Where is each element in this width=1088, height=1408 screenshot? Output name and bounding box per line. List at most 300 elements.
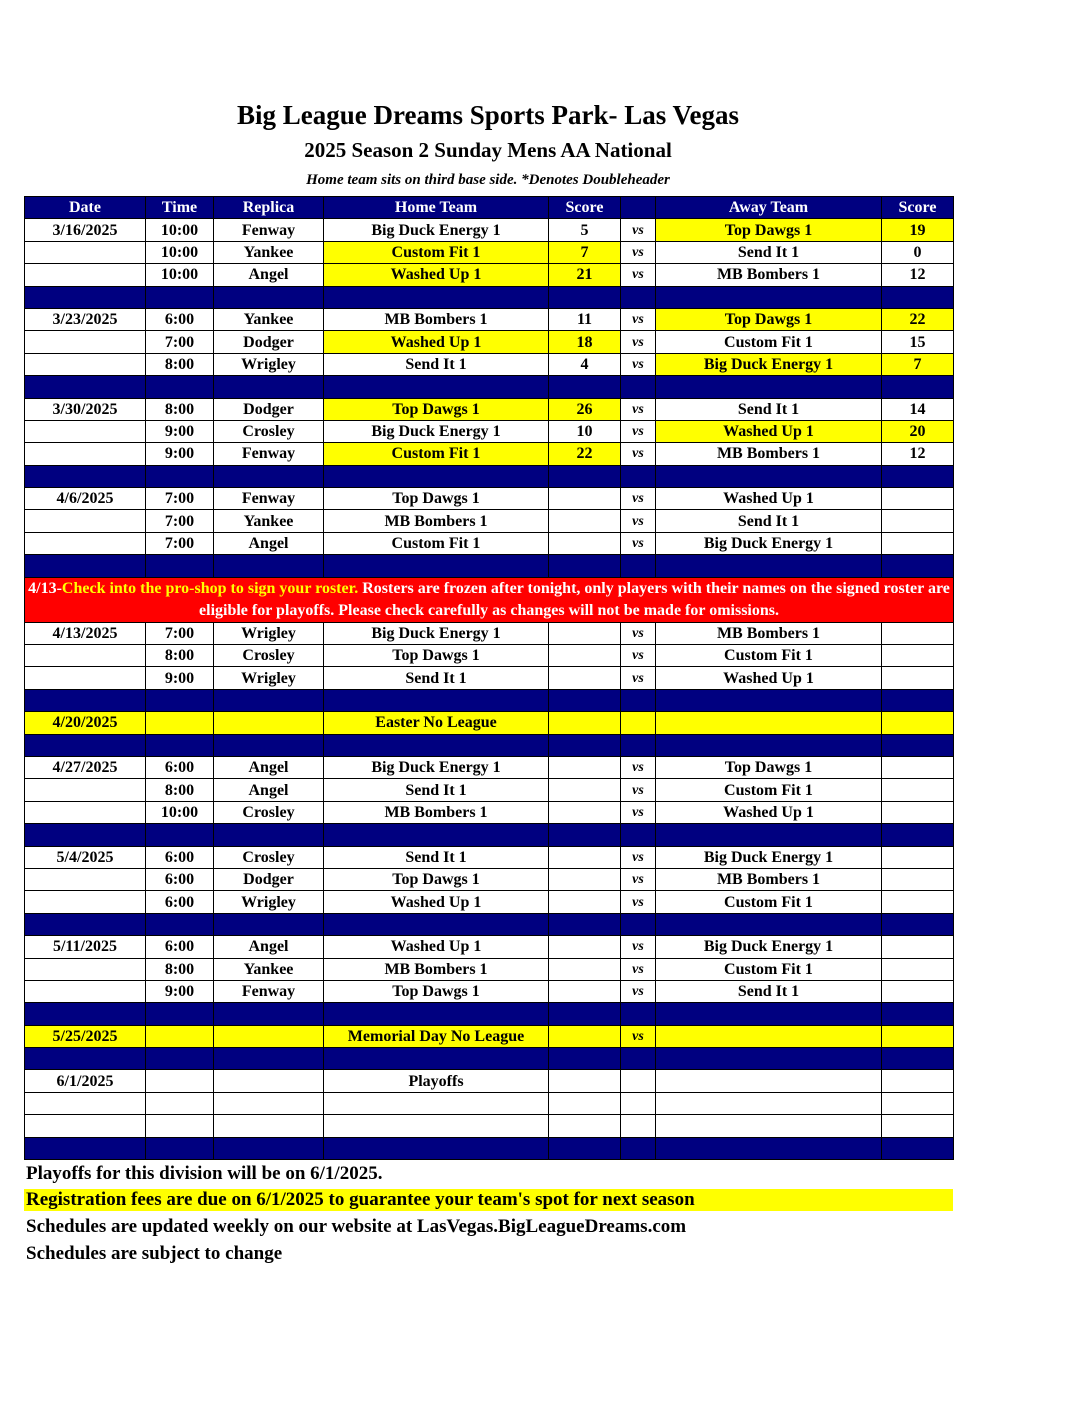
away-team-cell: Custom Fit 1 [656,331,882,353]
separator-cell [882,824,954,846]
away-score-cell [882,801,954,823]
replica-cell: Fenway [214,980,324,1002]
away-team-cell [656,1092,882,1114]
separator-cell [656,1003,882,1025]
separator-cell [882,1003,954,1025]
game-row [25,645,954,667]
footer-change-note: Schedules are subject to change [26,1243,283,1264]
home-score-cell [549,645,621,667]
home-team-cell: MB Bombers 1 [324,801,549,823]
game-row [25,1115,954,1137]
home-score-cell [549,712,621,734]
separator-cell [324,1003,549,1025]
away-score-cell [882,936,954,958]
date-cell: 3/23/2025 [25,308,146,330]
away-team-cell: Custom Fit 1 [656,645,882,667]
game-row [25,264,954,286]
vs-cell: vs [621,241,656,263]
away-team-cell [656,1115,882,1137]
notice-text: Rosters are frozen after tonight, only players with their names on the signed roster are eligible for playoffs. Please check carefully as changes will not be made for omissions. [199,579,950,619]
home-score-cell [549,488,621,510]
separator-cell [214,465,324,487]
home-team-cell: Send It 1 [324,846,549,868]
separator-cell [146,734,214,756]
separator-cell [324,1137,549,1159]
separator-cell [621,1048,656,1070]
replica-cell: Wrigley [214,353,324,375]
separator-cell [25,1048,146,1070]
separator-cell [25,824,146,846]
home-team-cell [324,1092,549,1114]
time-cell [146,1070,214,1092]
game-row [25,443,954,465]
date-cell [25,241,146,263]
date-cell [25,891,146,913]
away-score-cell [882,1092,954,1114]
separator-cell [882,1137,954,1159]
away-team-cell [656,1025,882,1047]
date-cell [25,1115,146,1137]
schedule-note: Home team sits on third base side. *Denotes Doubleheader [306,172,670,188]
separator-cell [324,376,549,398]
date-cell [25,980,146,1002]
separator-cell [214,913,324,935]
separator-cell [621,824,656,846]
home-score-cell: 4 [549,353,621,375]
replica-cell: Angel [214,756,324,778]
away-team-cell: Washed Up 1 [656,667,882,689]
replica-cell: Dodger [214,331,324,353]
vs-cell: vs [621,510,656,532]
date-cell: 4/27/2025 [25,756,146,778]
time-cell [146,1115,214,1137]
away-team-cell: Send It 1 [656,510,882,532]
separator-cell [621,376,656,398]
replica-cell [214,712,324,734]
home-team-cell: Big Duck Energy 1 [324,420,549,442]
separator-cell [214,376,324,398]
home-team-cell [324,1115,549,1137]
home-team-cell: MB Bombers 1 [324,958,549,980]
roster-notice-row [25,577,954,622]
separator-cell [25,1003,146,1025]
holiday-label: Memorial Day No League [324,1025,549,1047]
week-separator-row [25,734,954,756]
away-score-cell: 14 [882,398,954,420]
time-cell: 6:00 [146,936,214,958]
replica-cell: Crosley [214,846,324,868]
separator-cell [324,465,549,487]
home-team-cell: Custom Fit 1 [324,532,549,554]
date-cell: 3/16/2025 [25,219,146,241]
date-cell: 6/1/2025 [25,1070,146,1092]
date-cell [25,645,146,667]
away-score-cell [882,622,954,644]
separator-cell [146,286,214,308]
away-score-cell [882,488,954,510]
time-cell: 9:00 [146,420,214,442]
away-team-cell: Custom Fit 1 [656,779,882,801]
home-team-cell: Top Dawgs 1 [324,488,549,510]
separator-cell [146,555,214,577]
vs-cell: vs [621,958,656,980]
replica-cell: Angel [214,264,324,286]
game-row [25,510,954,532]
separator-cell [882,689,954,711]
home-score-cell [549,667,621,689]
game-row [25,622,954,644]
away-team-cell: Washed Up 1 [656,801,882,823]
away-team-cell [656,712,882,734]
game-row [25,1070,954,1092]
home-score-cell [549,1092,621,1114]
time-cell: 6:00 [146,756,214,778]
away-team-cell: Washed Up 1 [656,488,882,510]
separator-cell [882,465,954,487]
date-cell [25,331,146,353]
home-team-cell: Send It 1 [324,353,549,375]
replica-cell: Dodger [214,868,324,890]
separator-cell [656,465,882,487]
home-score-cell [549,891,621,913]
separator-cell [621,555,656,577]
replica-cell: Fenway [214,219,324,241]
date-cell [25,958,146,980]
column-header: Date [25,197,146,219]
week-separator-row [25,824,954,846]
week-separator-row [25,286,954,308]
time-cell: 9:00 [146,980,214,1002]
separator-cell [214,555,324,577]
away-team-cell: Send It 1 [656,398,882,420]
home-team-cell: Send It 1 [324,779,549,801]
table-header-row [25,197,954,219]
away-score-cell [882,1025,954,1047]
date-cell: 5/11/2025 [25,936,146,958]
date-cell: 4/6/2025 [25,488,146,510]
date-cell: 3/30/2025 [25,398,146,420]
home-team-cell: Top Dawgs 1 [324,868,549,890]
replica-cell [214,1115,324,1137]
away-team-cell: Big Duck Energy 1 [656,936,882,958]
separator-cell [324,913,549,935]
away-score-cell [882,645,954,667]
separator-cell [146,1048,214,1070]
date-cell [25,779,146,801]
replica-cell: Fenway [214,488,324,510]
time-cell: 8:00 [146,779,214,801]
date-cell: 4/13/2025 [25,622,146,644]
replica-cell: Dodger [214,398,324,420]
replica-cell: Wrigley [214,891,324,913]
home-score-cell [549,622,621,644]
away-team-cell: Big Duck Energy 1 [656,353,882,375]
separator-cell [621,286,656,308]
separator-cell [146,376,214,398]
date-cell [25,667,146,689]
time-cell: 10:00 [146,801,214,823]
away-score-cell [882,868,954,890]
separator-cell [656,1137,882,1159]
away-score-cell [882,779,954,801]
home-team-cell: MB Bombers 1 [324,308,549,330]
home-score-cell [549,846,621,868]
game-row [25,241,954,263]
roster-notice [25,577,954,622]
away-team-cell: Top Dawgs 1 [656,756,882,778]
date-cell [25,1092,146,1114]
vs-cell: vs [621,891,656,913]
separator-cell [621,734,656,756]
notice-highlight: Check into the pro-shop to sign your roster. [61,579,359,597]
vs-cell: vs [621,420,656,442]
home-team-cell: Custom Fit 1 [324,241,549,263]
home-score-cell: 21 [549,264,621,286]
home-team-cell: Top Dawgs 1 [324,645,549,667]
replica-cell: Angel [214,936,324,958]
date-cell [25,510,146,532]
date-cell: 4/20/2025 [25,712,146,734]
holiday-row [25,712,954,734]
separator-cell [146,689,214,711]
column-header: Time [146,197,214,219]
vs-cell: vs [621,398,656,420]
away-score-cell: 22 [882,308,954,330]
replica-cell: Yankee [214,510,324,532]
replica-cell [214,1070,324,1092]
date-cell: 5/25/2025 [25,1025,146,1047]
separator-cell [25,913,146,935]
separator-cell [25,1137,146,1159]
home-score-cell [549,868,621,890]
separator-cell [549,555,621,577]
away-score-cell: 12 [882,264,954,286]
time-cell: 6:00 [146,846,214,868]
holiday-row [25,1025,954,1047]
vs-cell: vs [621,488,656,510]
separator-cell [656,376,882,398]
time-cell: 8:00 [146,353,214,375]
week-separator-row [25,1048,954,1070]
date-cell [25,264,146,286]
column-header [621,197,656,219]
away-team-cell: MB Bombers 1 [656,264,882,286]
home-score-cell [549,1070,621,1092]
time-cell: 10:00 [146,219,214,241]
footer-registration-note: Registration fees are due on 6/1/2025 to guarantee your team's spot for next season [24,1189,953,1211]
vs-cell: vs [621,756,656,778]
away-team-cell: Top Dawgs 1 [656,308,882,330]
time-cell [146,1025,214,1047]
date-cell [25,532,146,554]
separator-cell [25,465,146,487]
time-cell: 10:00 [146,264,214,286]
home-team-cell: Custom Fit 1 [324,443,549,465]
away-score-cell: 12 [882,443,954,465]
home-score-cell [549,958,621,980]
home-team-cell: Washed Up 1 [324,331,549,353]
home-score-cell: 22 [549,443,621,465]
separator-cell [621,913,656,935]
time-cell: 8:00 [146,398,214,420]
time-cell: 8:00 [146,958,214,980]
game-row [25,801,954,823]
vs-cell: vs [621,443,656,465]
vs-cell [621,1115,656,1137]
date-cell [25,353,146,375]
away-score-cell: 0 [882,241,954,263]
vs-cell: vs [621,331,656,353]
vs-cell: vs [621,645,656,667]
week-separator-row [25,1137,954,1159]
replica-cell [214,1092,324,1114]
separator-cell [146,1003,214,1025]
time-cell: 7:00 [146,488,214,510]
page-title: Big League Dreams Sports Park- Las Vegas [236,100,740,130]
away-team-cell: Top Dawgs 1 [656,219,882,241]
separator-cell [882,286,954,308]
separator-cell [214,1048,324,1070]
separator-cell [656,1048,882,1070]
vs-cell: vs [621,846,656,868]
replica-cell: Crosley [214,645,324,667]
home-team-cell: Top Dawgs 1 [324,398,549,420]
away-team-cell: Send It 1 [656,980,882,1002]
time-cell: 7:00 [146,510,214,532]
separator-cell [549,734,621,756]
home-team-cell: Big Duck Energy 1 [324,756,549,778]
home-score-cell: 7 [549,241,621,263]
away-team-cell: MB Bombers 1 [656,443,882,465]
vs-cell: vs [621,1025,656,1047]
separator-cell [549,286,621,308]
home-team-cell: Washed Up 1 [324,891,549,913]
away-team-cell [656,1070,882,1092]
separator-cell [656,913,882,935]
vs-cell: vs [621,353,656,375]
replica-cell: Angel [214,532,324,554]
separator-cell [324,555,549,577]
schedule-body [25,219,954,1160]
away-score-cell [882,756,954,778]
date-cell [25,868,146,890]
time-cell [146,1092,214,1114]
separator-cell [25,689,146,711]
game-row [25,488,954,510]
replica-cell: Angel [214,779,324,801]
date-cell [25,420,146,442]
game-row [25,779,954,801]
game-row [25,353,954,375]
vs-cell: vs [621,264,656,286]
replica-cell: Wrigley [214,667,324,689]
replica-cell: Wrigley [214,622,324,644]
separator-cell [25,376,146,398]
game-row [25,331,954,353]
game-row [25,936,954,958]
vs-cell: vs [621,779,656,801]
away-score-cell [882,532,954,554]
home-score-cell [549,779,621,801]
separator-cell [549,1137,621,1159]
separator-cell [549,1003,621,1025]
game-row [25,219,954,241]
away-team-cell: Custom Fit 1 [656,958,882,980]
game-row [25,420,954,442]
separator-cell [214,1003,324,1025]
away-score-cell [882,712,954,734]
time-cell: 7:00 [146,532,214,554]
away-team-cell: MB Bombers 1 [656,622,882,644]
home-score-cell: 10 [549,420,621,442]
separator-cell [549,376,621,398]
vs-cell: vs [621,801,656,823]
separator-cell [214,824,324,846]
week-separator-row [25,1003,954,1025]
vs-cell: vs [621,980,656,1002]
separator-cell [882,555,954,577]
away-score-cell: 19 [882,219,954,241]
away-score-cell [882,510,954,532]
game-row [25,846,954,868]
away-score-cell [882,891,954,913]
column-header: Replica [214,197,324,219]
separator-cell [324,689,549,711]
separator-cell [214,286,324,308]
separator-cell [549,913,621,935]
away-score-cell [882,667,954,689]
time-cell: 10:00 [146,241,214,263]
date-cell [25,801,146,823]
home-team-cell: MB Bombers 1 [324,510,549,532]
home-score-cell [549,532,621,554]
vs-cell: vs [621,308,656,330]
date-cell [25,443,146,465]
separator-cell [656,824,882,846]
vs-cell: vs [621,219,656,241]
time-cell: 6:00 [146,308,214,330]
time-cell: 6:00 [146,891,214,913]
separator-cell [549,689,621,711]
week-separator-row [25,376,954,398]
schedule-table [24,196,954,1160]
separator-cell [324,734,549,756]
time-cell: 7:00 [146,622,214,644]
home-team-cell: Big Duck Energy 1 [324,622,549,644]
column-header: Score [882,197,954,219]
notice-date: 4/13- [28,579,62,597]
game-row [25,398,954,420]
time-cell: 6:00 [146,868,214,890]
away-team-cell: Big Duck Energy 1 [656,532,882,554]
separator-cell [25,286,146,308]
week-separator-row [25,913,954,935]
home-team-cell: Big Duck Energy 1 [324,219,549,241]
away-score-cell [882,1115,954,1137]
separator-cell [146,1137,214,1159]
vs-cell: vs [621,868,656,890]
home-score-cell [549,936,621,958]
separator-cell [25,734,146,756]
vs-cell: vs [621,532,656,554]
away-team-cell: Washed Up 1 [656,420,882,442]
separator-cell [621,1137,656,1159]
away-score-cell [882,846,954,868]
page-subtitle: 2025 Season 2 Sunday Mens AA National [304,138,672,162]
week-separator-row [25,465,954,487]
column-header: Away Team [656,197,882,219]
separator-cell [882,376,954,398]
